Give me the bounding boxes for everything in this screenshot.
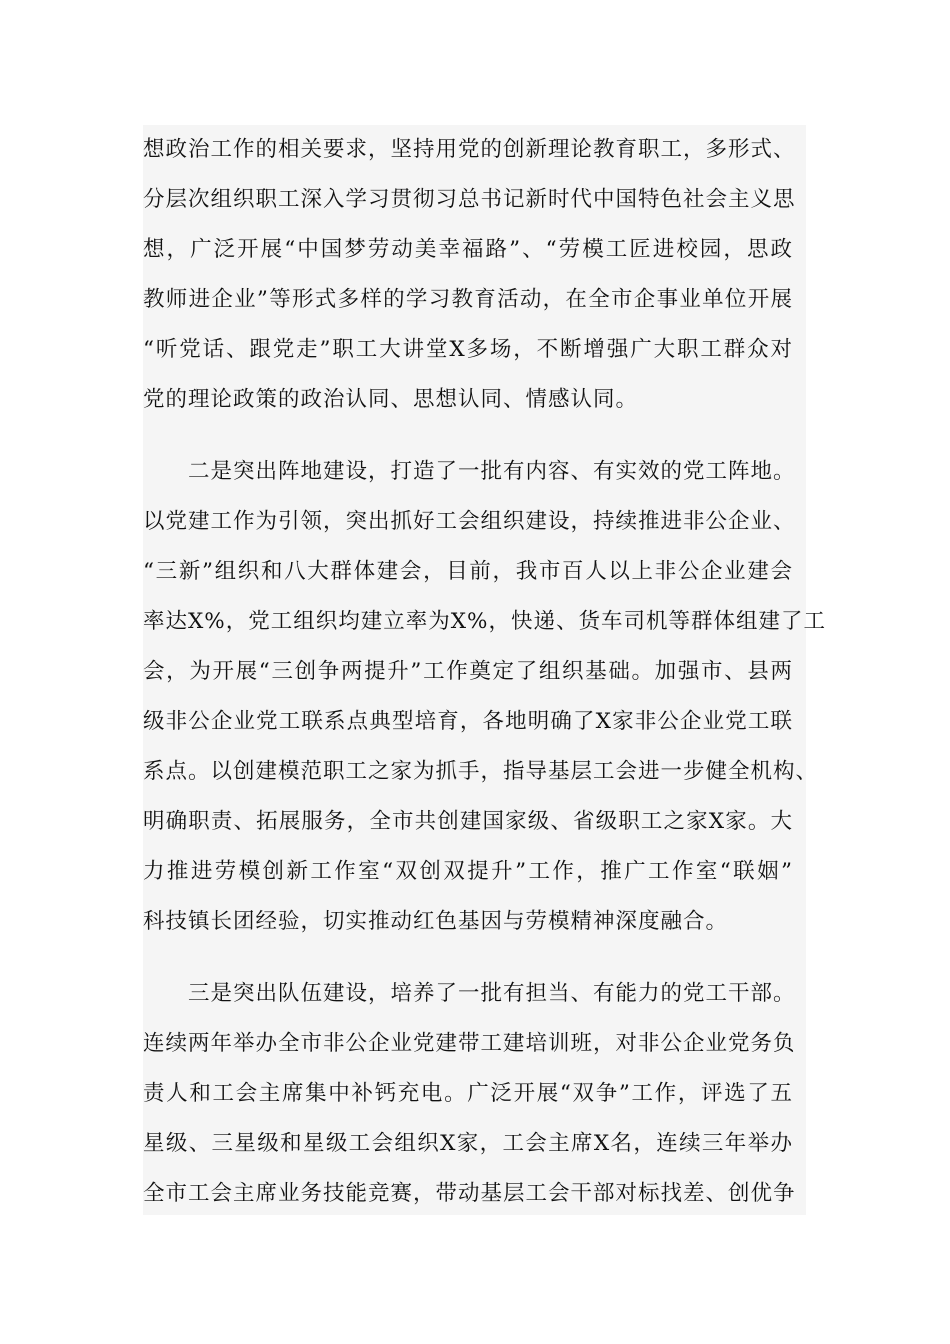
document-page <box>143 125 826 1215</box>
text-line: 率达X%，党工组织均建立率为X%，快递、货车司机等群体组建了工 <box>143 609 826 634</box>
text-line: 连续两年举办全市非公企业党建带工建培训班，对非公企业党务负 <box>143 1031 796 1056</box>
text-line: 会，为开展“三创争两提升”工作奠定了组织基础。加强市、县两 <box>143 659 793 684</box>
paragraph-heading-line: 二是突出阵地建设，打造了一批有内容、有实效的党工阵地。 <box>188 459 796 484</box>
text-line: 想政治工作的相关要求，坚持用党的创新理论教育职工，多形式、 <box>143 137 796 162</box>
text-line: 教师进企业”等形式多样的学习教育活动，在全市企事业单位开展 <box>143 287 793 312</box>
text-line: “听党话、跟党走”职工大讲堂X多场，不断增强广大职工群众对 <box>143 337 793 362</box>
text-line: 力推进劳模创新工作室“双创双提升”工作，推广工作室“联姻” <box>143 859 793 884</box>
paragraph-heading-line: 三是突出队伍建设，培养了一批有担当、有能力的党工干部。 <box>188 981 796 1006</box>
text-line: 明确职责、拓展服务，全市共创建国家级、省级职工之家X家。大 <box>143 809 793 834</box>
text-line: “三新”组织和八大群体建会，目前，我市百人以上非公企业建会 <box>143 559 793 584</box>
text-line: 以党建工作为引领，突出抓好工会组织建设，持续推进非公企业、 <box>143 509 796 534</box>
text-line: 级非公企业党工联系点典型培育，各地明确了X家非公企业党工联 <box>143 709 793 734</box>
text-line: 党的理论政策的政治认同、思想认同、情感认同。 <box>143 387 639 412</box>
text-line: 星级、三星级和星级工会组织X家，工会主席X名，连续三年举办 <box>143 1131 793 1156</box>
text-line: 科技镇长团经验，切实推动红色基因与劳模精神深度融合。 <box>143 909 729 934</box>
text-line: 全市工会主席业务技能竞赛，带动基层工会干部对标找差、创优争 <box>143 1181 796 1206</box>
text-line: 分层次组织职工深入学习贯彻习总书记新时代中国特色社会主义思 <box>143 187 796 212</box>
text-line: 想，广泛开展“中国梦劳动美幸福路”、“劳模工匠进校园，思政 <box>143 237 793 262</box>
text-line: 系点。以创建模范职工之家为抓手，指导基层工会进一步健全机构、 <box>143 759 819 784</box>
text-line: 责人和工会主席集中补钙充电。广泛开展“双争”工作，评选了五 <box>143 1081 793 1106</box>
